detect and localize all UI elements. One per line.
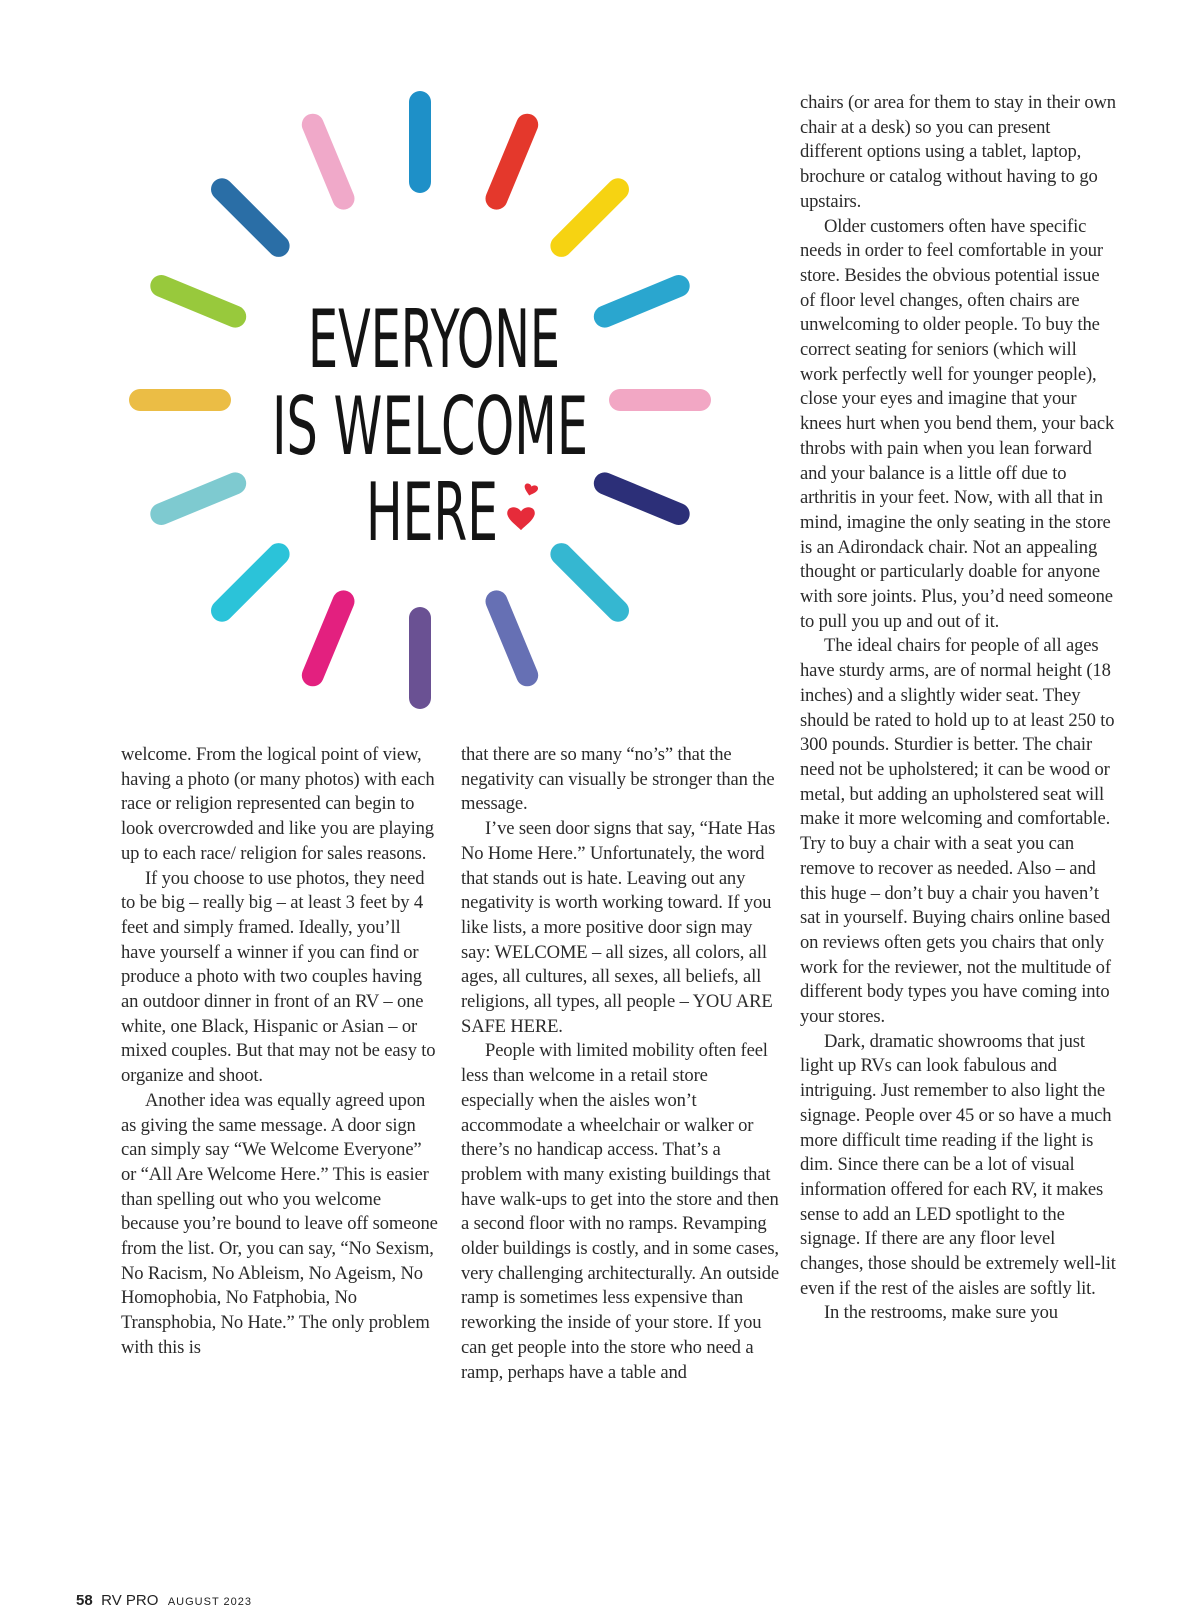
color-ray-16 — [313, 125, 344, 199]
heart-icons — [507, 483, 538, 530]
page-number: 58 — [76, 1592, 93, 1609]
paragraph: Older customers often have specific needs in order to feel comfortable in your store. Besides the obvious potential issue of floor level changes, often chairs are unwelcoming to older people. To buy the correct seating for seniors (which will work perfectly well for younger people), close your eyes and imagine that your knees hurt when you bend them, your back throbs with pain when you lean forward and your balance is a little off due to arthritis in your feet. Now, with all that in mind, imagine the only seating in the store is an Adirondack chair. Not an appealing thought or particularly doable for anyone with sore joints. Plus, you’d need someone to pull you up and out of it. — [800, 215, 1115, 632]
paragraph: The ideal chairs for people of all ages have sturdy arms, are of normal height (18 inches) and a slightly wider seat. They should be rated to hold up to at least 250 to 300 pounds. Sturdier is better. The chair need not be upholstered; it can be wood or metal, but adding an upholstered seat will make it more welcoming and comfortable. Try to buy a chair with a seat you can remove to recover as needed. Also – and this huge – don’t buy a chair you haven’t sat in yourself. Buying chairs online based on reviews often gets you chairs that only work for the reviewer, not the multitude of different body types you have coming into your stores. — [800, 635, 1115, 1028]
heart-icon-small — [523, 483, 539, 497]
color-ray-3 — [561, 189, 618, 246]
article-column-2 — [461, 743, 781, 1385]
illustration-line-2: IS WELCOME — [272, 380, 588, 473]
illustration-line-1: EVERYONE — [308, 293, 560, 386]
article-column-3 — [800, 91, 1116, 1326]
paragraph: Dark, dramatic showrooms that just light up RVs can look fabulous and intriguing. Just remember to also light the signage. People over 45 or so have a much more difficult time reading if the light is dim. Since there can be a lot of visual information offered for each RV, it makes sense to add an LED spotlight to the signage. If there are any floor level changes, those should be extremely well-lit even if the rest of the aisles are softly lit. — [800, 1030, 1116, 1299]
color-ray-7 — [561, 554, 618, 611]
color-ray-2 — [497, 125, 528, 199]
paragraph: I’ve seen door signs that say, “Hate Has No Home Here.” Unfortunately, the word that stands out is hate. Leaving out any negativity is worth working toward. If you like lists, a more positive door sign may say: WELCOME – all sizes, all colors, all ages, all cultures, all sexes, all beliefs, all religions, all types, all people – YOU ARE SAFE HERE. — [461, 818, 776, 1037]
article-column-1 — [121, 743, 439, 1361]
color-ray-4 — [605, 286, 679, 317]
paragraph: chairs (or area for them to stay in their own chair at a desk) so you can present different options using a tablet, laptop, brochure or catalog without having to go upstairs. — [800, 92, 1116, 212]
paragraph: that there are so many “no’s” that the negativity can visually be stronger than the message. — [461, 744, 775, 815]
everyone-welcome-illustration — [120, 110, 660, 710]
color-ray-15 — [222, 189, 279, 246]
color-ray-10 — [313, 601, 344, 675]
paragraph: Another idea was equally agreed upon as giving the same message. A door sign can simply say “We Welcome Everyone” or “All Are Welcome Here.” This is easier than spelling out who you welcome because you’re bound to leave off someone from the list. Or, you can say, “No Sexism, No Racism, No Ableism, No Ageism, No Homophobia, No Fatphobia, No Transphobia, No Hate.” The only problem with this is — [121, 1089, 438, 1358]
page-footer — [76, 1592, 252, 1610]
issue-date: AUGUST 2023 — [167, 1596, 253, 1608]
color-ray-6 — [605, 483, 679, 514]
illustration-line-3: HERE — [366, 466, 498, 559]
color-ray-8 — [497, 601, 528, 675]
color-ray-14 — [161, 286, 235, 317]
paragraph: In the restrooms, make sure you — [824, 1302, 1058, 1324]
paragraph: welcome. From the logical point of view, having a photo (or many photos) with each race or religion represented can begin to look overcrowded and like you are playing up to each race/ religion for sales reasons. — [121, 744, 435, 864]
paragraph: If you choose to use photos, they need to be big – really big – at least 3 feet by 4 feet and simply framed. Ideally, you’ll have yourself a winner if you can find or produce a photo with two couples having an outdoor dinner in front of an RV – one white, one Black, Hispanic or Asian – or mixed couples. But that may not be easy to organize and shoot. — [121, 867, 436, 1087]
paragraph: People with limited mobility often feel less than welcome in a retail store especially when the aisles won’t accommodate a wheelchair or walker or there’s no handicap access. That’s a problem with many existing buildings that have walk-ups to get into the store and then a second floor with no ramps. Revamping older buildings is costly, and in some cases, very challenging architecturally. An outside ramp is sometimes less expensive than reworking the inside of your store. If you can get people into the store who need a ramp, perhaps have a table and — [461, 1040, 779, 1383]
magazine-name: RV PRO — [101, 1592, 159, 1609]
color-ray-12 — [161, 483, 235, 514]
heart-icon — [507, 507, 535, 530]
color-ray-11 — [222, 554, 279, 611]
